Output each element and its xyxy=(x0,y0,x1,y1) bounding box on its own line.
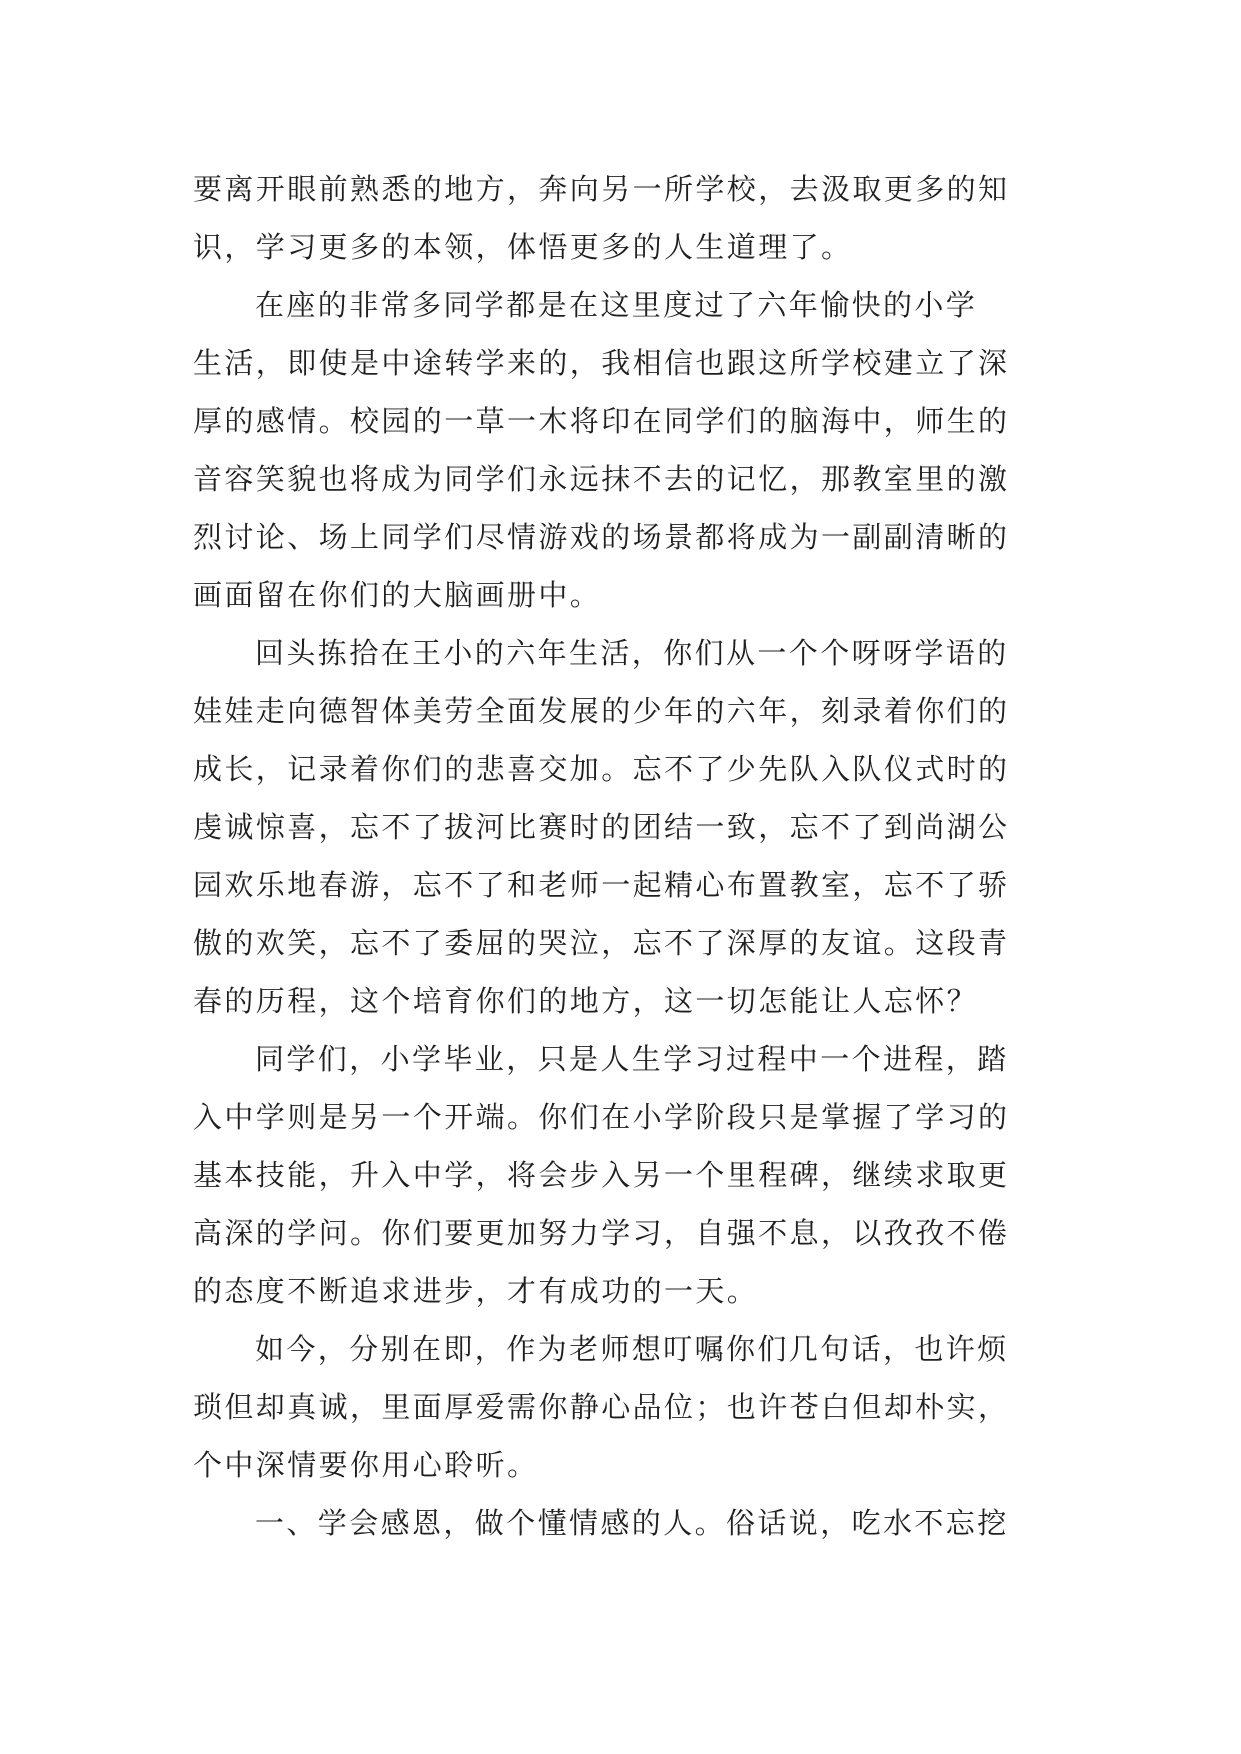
text-line-23: 个中深情要你用心聆听。 xyxy=(193,1448,539,1482)
text-line-7: 烈讨论、场上同学们尽情游戏的场景都将成为一副副清晰的 xyxy=(193,520,1010,554)
text-line-22: 琐但却真诚，里面厚爱需你静心品位；也许苍白但却朴实， xyxy=(193,1390,1010,1424)
text-line-24: 一、学会感恩，做个懂情感的人。俗话说，吃水不忘挖 xyxy=(255,1506,1009,1540)
text-line-12: 虔诚惊喜，忘不了拔河比赛时的团结一致，忘不了到尚湖公 xyxy=(193,810,1010,844)
text-line-14: 傲的欢笑，忘不了委屈的哭泣，忘不了深厚的友谊。这段青 xyxy=(193,926,1010,960)
document-body xyxy=(193,160,1055,1552)
text-line-10: 娃娃走向德智体美劳全面发展的少年的六年，刻录着你们的 xyxy=(193,694,1010,728)
text-line-16: 同学们，小学毕业，只是人生学习过程中一个进程，踏 xyxy=(255,1042,1009,1076)
text-line-15: 春的历程，这个培育你们的地方，这一切怎能让人忘怀？ xyxy=(193,984,979,1018)
text-line-19: 高深的学问。你们要更加努力学习，自强不息，以孜孜不倦 xyxy=(193,1216,1010,1250)
text-line-8: 画面留在你们的大脑画册中。 xyxy=(193,578,602,612)
text-line-11: 成长，记录着你们的悲喜交加。忘不了少先队入队仪式时的 xyxy=(193,752,1010,786)
text-line-20: 的态度不断追求进步，才有成功的一天。 xyxy=(193,1274,759,1308)
text-line-13: 园欢乐地春游，忘不了和老师一起精心布置教室，忘不了骄 xyxy=(193,868,1010,902)
text-line-17: 入中学则是另一个开端。你们在小学阶段只是掌握了学习的 xyxy=(193,1100,1010,1134)
text-line-6: 音容笑貌也将成为同学们永远抹不去的记忆，那教室里的激 xyxy=(193,462,1010,496)
text-line-1: 要离开眼前熟悉的地方，奔向另一所学校，去汲取更多的知 xyxy=(193,172,1010,206)
text-line-9: 回头拣拾在王小的六年生活，你们从一个个呀呀学语的 xyxy=(255,636,1009,670)
text-line-4: 生活，即使是中途转学来的，我相信也跟这所学校建立了深 xyxy=(193,346,1010,380)
text-line-21: 如今，分别在即，作为老师想叮嘱你们几句话，也许烦 xyxy=(255,1332,1009,1366)
text-line-18: 基本技能，升入中学，将会步入另一个里程碑，继续求取更 xyxy=(193,1158,1010,1192)
text-line-3: 在座的非常多同学都是在这里度过了六年愉快的小学 xyxy=(255,288,978,322)
text-line-5: 厚的感情。校园的一草一木将印在同学们的脑海中，师生的 xyxy=(193,404,1010,438)
text-line-2: 识，学习更多的本领，体悟更多的人生道理了。 xyxy=(193,230,853,264)
